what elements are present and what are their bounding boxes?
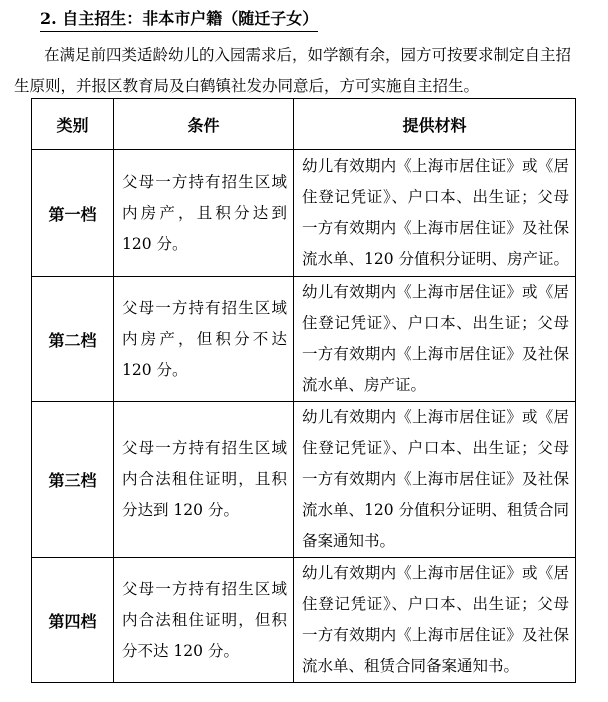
table-header-row — [32, 99, 576, 150]
row-condition: 父母一方持有招生区域内合法租住证明，且积分达到 120 分。 — [114, 402, 294, 558]
row-category: 第一档 — [32, 150, 114, 277]
section-heading: 2. 自主招生：非本市户籍（随迁子女） — [40, 8, 318, 32]
enrollment-table — [31, 98, 576, 683]
header-condition: 条件 — [114, 99, 294, 150]
intro-text: 在满足前四类适龄幼儿的入园需求后，如学额有余，园方可按要求制定自主招生原则，并报区教育局及白鹤镇社发办同意后，方可实施自主招生。 — [14, 46, 572, 95]
row-condition: 父母一方持有招生区域内合法租住证明，但积分不达 120 分。 — [114, 558, 294, 683]
row-category: 第三档 — [32, 402, 114, 558]
table-row — [32, 402, 576, 558]
table-row — [32, 558, 576, 683]
intro-paragraph — [14, 40, 582, 102]
header-materials: 提供材料 — [294, 99, 576, 150]
row-category: 第二档 — [32, 277, 114, 402]
row-condition: 父母一方持有招生区域内房产，但积分不达 120 分。 — [114, 277, 294, 402]
row-category: 第四档 — [32, 558, 114, 683]
table-row — [32, 150, 576, 277]
row-materials: 幼儿有效期内《上海市居住证》或《居住登记凭证》、户口本、出生证；父母一方有效期内《上海市居住证》及社保流水单、120 分值积分证明、房产证。 — [294, 150, 576, 277]
row-materials: 幼儿有效期内《上海市居住证》或《居住登记凭证》、户口本、出生证；父母一方有效期内《上海市居住证》及社保流水单、120 分值积分证明、租赁合同备案通知书。 — [294, 402, 576, 558]
table-row — [32, 277, 576, 402]
header-category: 类别 — [32, 99, 114, 150]
row-materials: 幼儿有效期内《上海市居住证》或《居住登记凭证》、户口本、出生证；父母一方有效期内《上海市居住证》及社保流水单、租赁合同备案通知书。 — [294, 558, 576, 683]
row-condition: 父母一方持有招生区域内房产，且积分达到 120 分。 — [114, 150, 294, 277]
row-materials: 幼儿有效期内《上海市居住证》或《居住登记凭证》、户口本、出生证；父母一方有效期内《上海市居住证》及社保流水单、房产证。 — [294, 277, 576, 402]
